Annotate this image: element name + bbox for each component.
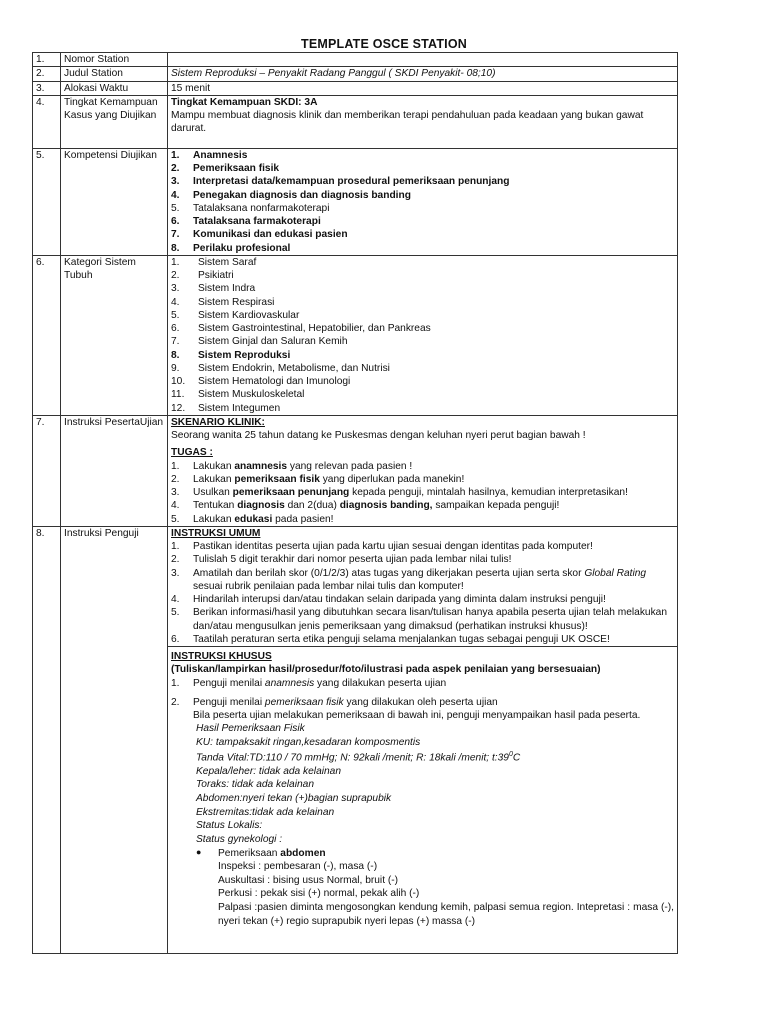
row-label: Nomor Station — [61, 53, 168, 67]
special-instructions-subtitle: (Tuliskan/lampirkan hasil/prosedur/foto/ilustrasi pada aspek penilaian yang bersesuaian) — [171, 664, 601, 676]
table-row — [33, 53, 678, 67]
list-item: 6. Taatilah peraturan serta etika penguji selama menjalankan tugas sebagai penguji UK OSCE! — [171, 633, 610, 645]
list-item: 6. Tatalaksana farmakoterapi — [171, 216, 321, 227]
general-instructions-heading: INSTRUKSI UMUM — [171, 527, 261, 539]
row-label: Tingkat Kemampuan Kasus yang Diujikan — [61, 95, 168, 148]
table-row — [33, 255, 678, 415]
page-title: TEMPLATE OSCE STATION — [300, 37, 467, 51]
list-item: 11. Sistem Muskuloskeletal — [171, 389, 305, 401]
physical-exam-findings: Hasil Pemeriksaan Fisik KU: tampaksakit ringan,kesadaran komposmentis Tanda Vital:TD:110 / 70 mmHg; N: 92kali /menit; R: 18kali /menit; $t:39^0C$ Kepala/leher: tidak ada kelainan Toraks: tidak ada kelainan Abdomen:nyeri tekan (+)bagian suprapubik Ekstremitas:tidak ada kelainan Status Lokalis: Status gynekologi : — [196, 723, 521, 846]
list-item: 2. Psikiatri — [171, 270, 234, 281]
list-item: 10. Sistem Hematologi dan Imunologi — [171, 376, 351, 387]
table-row — [33, 81, 678, 95]
list-item: 1. Sistem Saraf — [171, 256, 257, 268]
list-item: 1. Anamnesis — [171, 149, 248, 161]
body-system-list — [171, 256, 674, 415]
clinical-scenario-text: Seorang wanita 25 tahun datang ke Puskesmas dengan keluhan nyeri perut bagian bawah ! — [171, 430, 586, 441]
row-label: Kompetensi Diujikan — [61, 148, 168, 255]
list-item: 3. Interpretasi data/kemampuan prosedural pemeriksaan penunjang — [171, 176, 510, 188]
list-item: 3. Usulkan pemeriksaan penunjang kepada penguji, mintalah hasilnya, kemudian interpretasikan! — [171, 487, 628, 498]
list-item: 2. Lakukan pemeriksaan fisik yang diperlukan pada manekin! — [171, 473, 465, 485]
row-number: 4. — [33, 95, 61, 148]
task-list — [171, 460, 674, 526]
table-row — [33, 148, 678, 255]
list-item: 6. Sistem Gastrointestinal, Hepatobilier, dan Pankreas — [171, 323, 431, 334]
row-label: Kategori Sistem Tubuh — [61, 255, 168, 415]
clinical-scenario-heading: SKENARIO KLINIK: — [171, 416, 265, 428]
list-item: 3. Sistem Indra — [171, 283, 256, 295]
row-number: 7. — [33, 415, 61, 526]
list-item: 2. Penguji menilai pemeriksaan fisik yang dilakukan oleh peserta ujian — [171, 696, 498, 708]
row-label: Instruksi Penguji — [61, 526, 168, 953]
list-item: 8. Sistem Reproduksi — [171, 349, 291, 361]
row-number: 1. — [33, 53, 61, 67]
list-item: 2. Tulislah 5 digit terakhir dari nomor peserta ujian pada lembar nilai tulis! — [171, 554, 512, 566]
list-item: 7. Komunikasi dan edukasi pasien — [171, 229, 348, 241]
abdomen-exam: ● Pemeriksaan abdomen — [196, 846, 326, 859]
list-item: 8. Perilaku profesional — [171, 242, 291, 254]
list-item: 4. Tentukan diagnosis dan 2(dua) diagnosis banding, sampaikan kepada penguji! — [171, 500, 560, 512]
skdi-level-heading: Tingkat Kemampuan SKDI: 3A — [171, 96, 318, 108]
table-row — [33, 415, 678, 526]
list-item: 5. Lakukan edukasi pada pasien! — [171, 513, 334, 525]
row-value — [168, 53, 678, 67]
list-item: 5. Sistem Kardiovaskular — [171, 309, 300, 321]
row-number: 6. — [33, 255, 61, 415]
table-row — [33, 67, 678, 81]
list-item: 1. Penguji menilai anamnesis yang dilakukan peserta ujian — [171, 677, 447, 689]
list-item: 5. Tatalaksana nonfarmakoterapi — [171, 202, 330, 214]
physical-exam-note: Bila peserta ujian melakukan pemeriksaan di bawah ini, penguji menyampaikan hasil pada peserta. — [193, 710, 641, 721]
row-label: Alokasi Waktu — [61, 81, 168, 95]
list-item: 5. Berikan informasi/hasil yang dibutuhkan secara lisan/tulisan hanya apabila peserta ujian telah melakukan dan/atau mengusulkan jenis pemeriksaan yang dimaksud (perhatikan instruksi khusus)! — [171, 607, 668, 632]
abdomen-exam-details: Inspeksi : pembesaran (-), masa (-) Auskultasi : bising usus Normal, bruit (-) Perkusi : pekak sisi (+) normal, pekak alih (-) Palpasi :pasien diminta mengosongkan kendung kemih, palpasi semua region. Intepretasi : masa (-), nyeri tekan (+) regio suprapubik nyeri lepas (+) massa (-) — [218, 860, 674, 927]
skdi-level-description: Mampu membuat diagnosis klinik dan memberikan terapi pendahuluan pada keadaan yang bukan gawat darurat. — [171, 110, 644, 135]
bullet-icon: ● — [196, 846, 202, 857]
table-row — [33, 95, 678, 148]
list-item: 7. Sistem Ginjal dan Saluran Kemih — [171, 336, 348, 348]
task-heading: TUGAS : — [171, 447, 213, 459]
table-row — [33, 526, 678, 646]
competency-list — [171, 149, 674, 255]
list-item: 4. Penegakan diagnosis dan diagnosis banding — [171, 189, 411, 201]
row-number: 5. — [33, 148, 61, 255]
list-item: 12. Sistem Integumen — [171, 402, 281, 414]
row-label: Instruksi PesertaUjian — [61, 415, 168, 526]
osce-station-table — [32, 52, 678, 954]
row-number: 2. — [33, 67, 61, 81]
list-item: 1. Pastikan identitas peserta ujian pada kartu ujian sesuai dengan identitas pada komputer! — [171, 541, 593, 552]
general-instructions-list — [171, 540, 674, 646]
station-title: Sistem Reproduksi – Penyakit Radang Panggul ( SKDI Penyakit- 08;10) — [168, 67, 678, 81]
row-number: 8. — [33, 526, 61, 953]
row-number: 3. — [33, 81, 61, 95]
time-allocation: 15 menit — [168, 81, 678, 95]
special-instructions-heading: INSTRUKSI KHUSUS — [171, 651, 272, 662]
list-item: 1. Lakukan anamnesis yang relevan pada pasien ! — [171, 460, 413, 472]
list-item: 4. Hindarilah interupsi dan/atau tindakan selain daripada yang diminta dalam instruksi penguji! — [171, 594, 606, 605]
list-item: 4. Sistem Respirasi — [171, 296, 275, 308]
list-item: 3. Amatilah dan berilah skor (0/1/2/3) atas tugas yang dikerjakan peserta ujian serta skor Global Rating sesuai rubrik penilaian pada lembar nilai tulis dan komputer! — [171, 567, 647, 592]
list-item: 9. Sistem Endokrin, Metabolisme, dan Nutrisi — [171, 362, 390, 374]
row-label: Judul Station — [61, 67, 168, 81]
list-item: 2. Pemeriksaan fisik — [171, 163, 280, 174]
